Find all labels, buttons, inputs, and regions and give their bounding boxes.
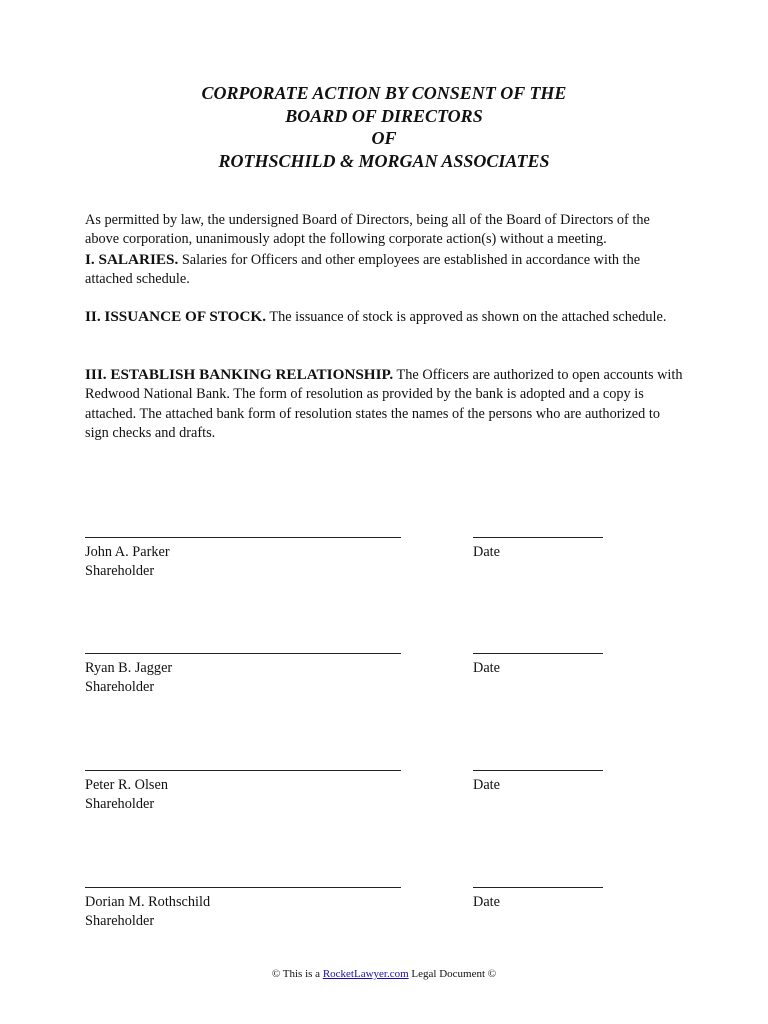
signature-block	[85, 770, 685, 830]
section-banking-relationship	[85, 365, 685, 443]
section-salaries	[85, 250, 685, 290]
signature-line	[85, 653, 401, 654]
date-line	[473, 887, 603, 888]
signature-block	[85, 537, 685, 597]
section-text: Salaries for Officers and other employees are established in accordance with the attached schedule.	[85, 252, 641, 288]
intro-paragraph: As permitted by law, the undersigned Board of Directors, being all of the Board of Directors of the above corporation, unanimously adopt the following corporate action(s) without a meeting.	[85, 212, 650, 248]
date-label: Date	[473, 894, 500, 910]
signature-block	[85, 887, 685, 947]
signer-role: Shareholder	[85, 563, 155, 579]
signature-block	[85, 653, 685, 713]
signer-role: Shareholder	[85, 679, 155, 695]
title-line-1: CORPORATE ACTION BY CONSENT OF THE	[201, 83, 567, 103]
title-line-3: OF	[371, 128, 397, 148]
signer-name: Dorian M. Rothschild	[85, 894, 211, 910]
footer-notice	[0, 967, 768, 981]
signature-line	[85, 537, 401, 538]
section-text: The Officers are authorized to open accounts with Redwood National Bank. The form of resolution as provided by the bank is adopted and a copy is attached. The attached bank form of resolution states the names of the persons who are authorized to sign checks and drafts.	[85, 367, 683, 441]
document-title	[0, 82, 768, 172]
title-line-2: BOARD OF DIRECTORS	[285, 105, 483, 126]
date-label: Date	[473, 777, 500, 793]
footer-prefix: © This is a	[271, 968, 321, 980]
signer-name: John A. Parker	[85, 544, 170, 560]
footer-suffix: Legal Document ©	[411, 968, 497, 980]
section-heading: III. ESTABLISH BANKING RELATIONSHIP.	[85, 366, 394, 383]
section-heading: I. SALARIES.	[85, 251, 179, 268]
signer-name: Peter R. Olsen	[85, 777, 168, 793]
rocketlawyer-link[interactable]: RocketLawyer.com	[322, 968, 409, 980]
title-line-4: ROTHSCHILD & MORGAN ASSOCIATES	[218, 150, 550, 171]
section-heading: II. ISSUANCE OF STOCK.	[85, 308, 267, 325]
signer-role: Shareholder	[85, 796, 155, 812]
section-issuance-of-stock	[85, 307, 685, 327]
section-text: The issuance of stock is approved as shown on the attached schedule.	[269, 309, 667, 325]
date-label: Date	[473, 544, 500, 560]
signature-line	[85, 887, 401, 888]
date-line	[473, 537, 603, 538]
signer-name: Ryan B. Jagger	[85, 660, 173, 676]
signer-role: Shareholder	[85, 913, 155, 929]
date-label: Date	[473, 660, 500, 676]
date-line	[473, 770, 603, 771]
signature-line	[85, 770, 401, 771]
date-line	[473, 653, 603, 654]
